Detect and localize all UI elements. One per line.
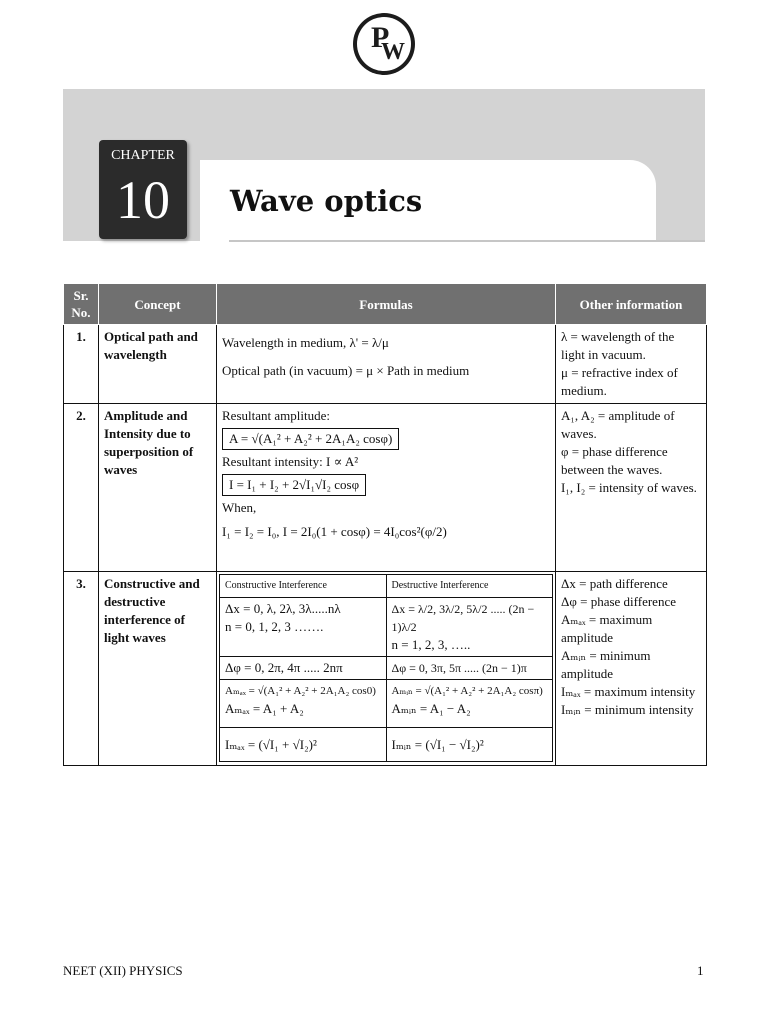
row-concept: Optical path and wavelength: [99, 325, 217, 404]
destructive-amplitude-cell: [386, 680, 553, 728]
table-header-row: [64, 284, 707, 325]
footer-page-number: 1: [697, 963, 704, 978]
footer-course-label: NEET (XII) PHYSICS: [63, 963, 183, 978]
formula-line: Aₘₐₓ = √(A₁² + A₂² + 2A₁A₂ cos0): [225, 685, 376, 697]
row-info: [556, 572, 707, 766]
formula-line: Resultant amplitude:: [222, 408, 330, 423]
formula-line: Δx = λ/2, 3λ/2, 5λ/2 ..... (2n − 1)λ/2: [391, 602, 535, 634]
row-formulas-interference: [217, 572, 556, 766]
row-sr: 3.: [64, 572, 99, 766]
header-concept: Concept: [99, 284, 217, 325]
header-sr-no: Sr. No.: [64, 284, 99, 325]
formula-line: Optical path (in vacuum) = μ × Path in medium: [222, 363, 470, 378]
row-info: [556, 325, 707, 404]
table-row: [64, 572, 707, 766]
formula-line: I₁ = I₂ = I₀, I = 2I₀(1 + cosφ) = 4I₀cos²(φ/2): [222, 524, 447, 539]
row-info: [556, 404, 707, 572]
row-concept: Constructive and destructive interference of light waves: [99, 572, 217, 766]
constructive-amplitude-cell: [220, 680, 387, 728]
pw-logo: [353, 13, 415, 75]
info-line: Δφ = phase difference: [561, 594, 676, 609]
destructive-phase-cell: Δφ = 0, 3π, 5π ..... (2n − 1)π: [386, 657, 553, 680]
constructive-header: Constructive Interference: [220, 575, 387, 598]
constructive-intensity-cell: Iₘₐₓ = (√I₁ + √I₂)²: [220, 728, 387, 762]
interference-table: [219, 574, 553, 762]
formula-box: A = √(A₁² + A₂² + 2A₁A₂ cosφ): [222, 428, 399, 450]
formula-line: Aₘᵢₙ = A₁ − A₂: [391, 701, 471, 716]
formula-line: Resultant intensity: I ∝ A²: [222, 454, 359, 469]
chapter-title: Wave optics: [230, 184, 423, 218]
formula-box: I = I₁ + I₂ + 2√I₁√I₂ cosφ: [222, 474, 366, 496]
table-row: [64, 325, 707, 404]
row-sr: 2.: [64, 404, 99, 572]
logo-letter-p: P: [371, 21, 390, 54]
formula-line: n = 0, 1, 2, 3 …….: [225, 619, 324, 634]
info-line: μ = refractive index of medium.: [561, 365, 678, 398]
formula-table: [63, 283, 707, 766]
info-line: A₁, A₂ = amplitude of waves.: [561, 408, 675, 441]
chapter-number: 10: [116, 170, 170, 230]
header-other-info: Other information: [556, 284, 707, 325]
chapter-badge: [99, 140, 187, 239]
info-line: φ = phase difference between the waves.: [561, 444, 668, 477]
row-concept: Amplitude and Intensity due to superposition of waves: [99, 404, 217, 572]
destructive-path-cell: [386, 598, 553, 657]
chapter-label: CHAPTER: [111, 148, 175, 163]
formula-line: Aₘᵢₙ = √(A₁² + A₂² + 2A₁A₂ cosπ): [391, 685, 543, 697]
info-line: Δx = path difference: [561, 576, 668, 591]
table-row: [64, 404, 707, 572]
destructive-intensity-cell: Iₘᵢₙ = (√I₁ − √I₂)²: [386, 728, 553, 762]
header-underline: [229, 240, 705, 242]
pw-logo-inner: [357, 17, 411, 71]
constructive-phase-cell: Δφ = 0, 2π, 4π ..... 2nπ: [220, 657, 387, 680]
info-line: Iₘₐₓ = maximum intensity: [561, 684, 696, 699]
info-line: Aₘₐₓ = maximum amplitude: [561, 612, 653, 645]
info-line: Iₘᵢₙ = minimum intensity: [561, 702, 694, 717]
row-sr: 1.: [64, 325, 99, 404]
info-line: Aₘᵢₙ = minimum amplitude: [561, 648, 651, 681]
header-formulas: Formulas: [217, 284, 556, 325]
destructive-header: Destructive Interference: [386, 575, 553, 598]
constructive-path-cell: [220, 598, 387, 657]
info-line: I₁, I₂ = intensity of waves.: [561, 480, 697, 495]
logo-letter-w: W: [381, 39, 405, 65]
row-formulas: [217, 325, 556, 404]
info-line: λ = wavelength of the light in vacuum.: [561, 329, 675, 362]
row-formulas: [217, 404, 556, 572]
formula-line: Wavelength in medium, λ' = λ/μ: [222, 335, 389, 350]
formula-line: n = 1, 2, 3, …..: [391, 637, 471, 652]
formula-line: Δx = 0, λ, 2λ, 3λ.....nλ: [225, 601, 341, 616]
formula-line: When,: [222, 500, 257, 515]
formula-line: Aₘₐₓ = A₁ + A₂: [225, 701, 304, 716]
